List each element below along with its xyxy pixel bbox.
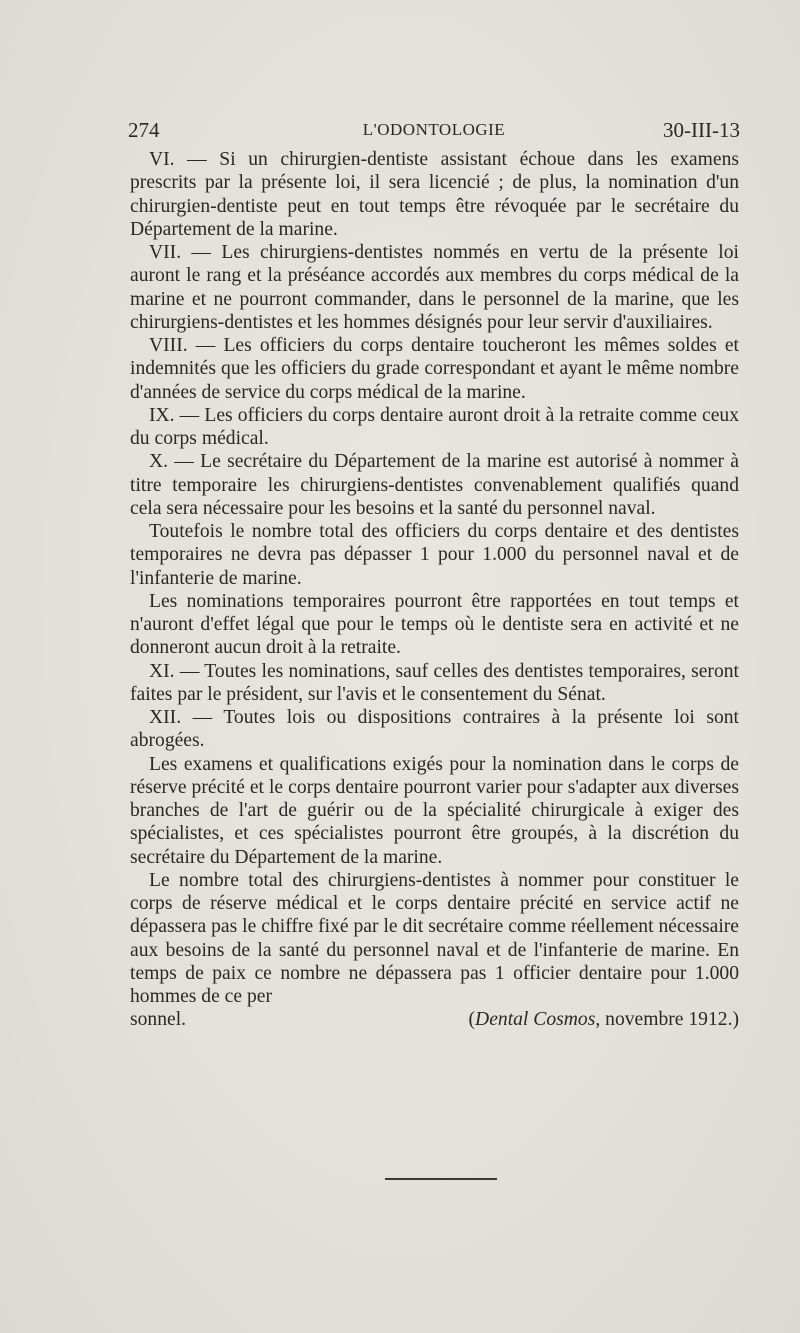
- signoff-line: [130, 1008, 739, 1031]
- paragraph-toutefois: Toutefois le nombre total des officiers du corps dentaire et des dentistes temporaires ne devra pas dépasser 1 pour 1.000 du personnel naval et de l'infanterie de marine.: [130, 521, 739, 589]
- source-open-paren: (: [468, 1009, 476, 1031]
- running-title: L'ODONTOLOGIE: [362, 120, 506, 139]
- page-number: 274: [128, 118, 160, 142]
- paragraph-viii: VIII. — Les officiers du corps dentaire toucheront les mêmes soldes et indemnités que les officiers du grade correspondant et ayant le même nombre d'années de service du corps médical de la marine.: [130, 335, 739, 403]
- source-title: Dental Cosmos: [475, 1009, 596, 1031]
- paragraph-nominations-temporaires: Les nominations temporaires pourront être rapportées en tout temps et n'auront d'effet légal que pour le temps où le dentiste sera en activité et ne donneront aucun droit à la retraite.: [130, 590, 739, 659]
- paragraph-x: X. — Le secrétaire du Département de la marine est autorisé à nommer à titre temporaire les chirurgiens-dentistes convenablement qualifiés quand cela sera nécessaire pour les besoins et la santé du personnel naval.: [130, 451, 739, 519]
- source-date: , novembre 1912.): [595, 1009, 739, 1031]
- article-body: [130, 148, 739, 1032]
- end-rule: [385, 1178, 497, 1180]
- running-header: [128, 118, 740, 146]
- issue-date: 30-III-13: [663, 118, 740, 142]
- paragraph-vi: VI. — Si un chirurgien-dentiste assistant échoue dans les examens prescrits par la présente loi, il sera licencié ; de plus, la nomination d'un chirurgien-dentiste peut en tout temps être révoquée par le secrétaire du Département de la marine.: [130, 149, 739, 240]
- paragraph-nombre-total: Le nombre total des chirurgiens-dentistes à nommer pour constituer le corps de réserve médical et le corps dentaire précité en service actif ne dépassera pas le chiffre fixé par le dit secrétaire comme réellement nécessaire aux besoins de la santé du personnel naval et de l'infanterie de marine. En temps de paix ce nombre ne dépassera pas 1 officier dentaire pour 1.000 hommes de ce per: [130, 869, 739, 1007]
- paragraph-vii: VII. — Les chirurgiens-dentistes nommés en vertu de la présente loi auront le rang et la préséance accordés aux membres du corps médical de la marine et ne pourront commander, dans le personnel de la marine, que les chirurgiens-dentistes et les hommes désignés pour leur servir d'auxiliaires.: [130, 242, 739, 333]
- signoff-last-word: sonnel.: [130, 1009, 187, 1031]
- paragraph-ix: IX. — Les officiers du corps dentaire auront droit à la retraite comme ceux du corps médical.: [130, 404, 739, 449]
- paragraph-xii: XII. — Toutes lois ou dispositions contraires à la présente loi sont abrogées.: [130, 707, 739, 752]
- source-citation: [469, 1008, 739, 1031]
- paragraph-examens: Les examens et qualifications exigés pour la nomination dans le corps de réserve précité et le corps dentaire pourront varier pour s'adapter aux diverses branches de l'art de guérir ou de la spécialité chirurgicale à exiger des spécialistes, et ces spécialistes pourront être groupés, à la discrétion du secrétaire du Département de la marine.: [130, 753, 739, 868]
- paragraph-xi: XI. — Toutes les nominations, sauf celles des dentistes temporaires, seront faites par le président, sur l'avis et le consentement du Sénat.: [130, 660, 739, 705]
